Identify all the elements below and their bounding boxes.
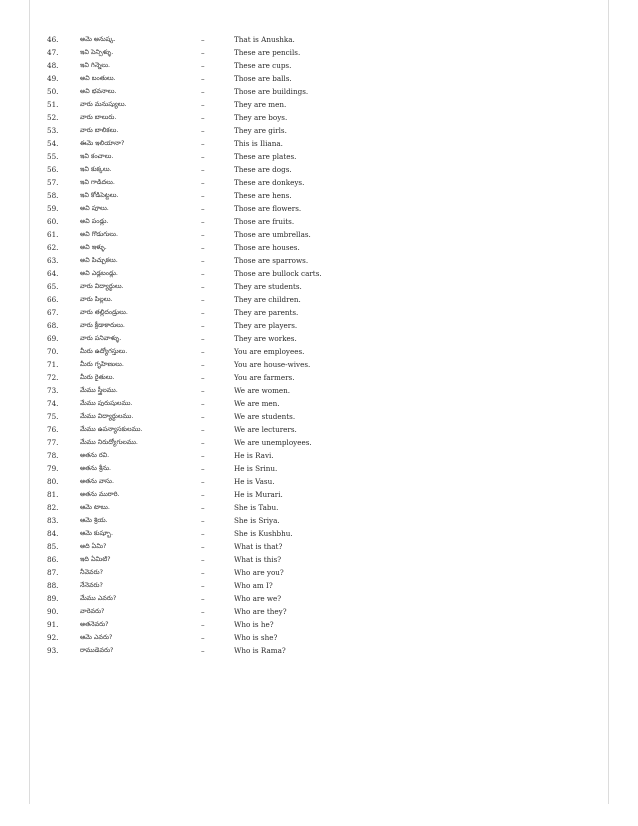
row-number: 69. [47,334,59,343]
row-number: 54. [47,139,59,148]
english-translation: Those are flowers. [234,204,302,213]
english-translation: They are students. [234,282,302,291]
separator-dash: – [201,230,205,239]
telugu-sentence: అమె అనుష్క. [80,35,116,43]
separator-dash: – [201,282,205,291]
english-translation: They are parents. [234,308,299,317]
separator-dash: – [201,295,205,304]
phrase-row [0,527,638,540]
row-number: 62. [47,243,59,252]
phrase-row [0,241,638,254]
row-number: 74. [47,399,59,408]
phrase-row [0,397,638,410]
telugu-sentence: ఆమె కుష్బూ. [80,529,114,537]
telugu-sentence: అవి పూలు. [80,204,109,212]
telugu-sentence: అవి బంతులు. [80,74,116,82]
english-translation: Who am I? [234,581,273,590]
phrase-row [0,514,638,527]
row-number: 67. [47,308,59,317]
telugu-sentence: అవి గొడుగులు. [80,230,119,238]
english-translation: You are employees. [234,347,305,356]
english-translation: These are pencils. [234,48,301,57]
phrase-row [0,436,638,449]
row-number: 68. [47,321,59,330]
separator-dash: – [201,607,205,616]
english-translation: We are women. [234,386,291,395]
separator-dash: – [201,61,205,70]
row-number: 51. [47,100,59,109]
row-number: 57. [47,178,59,187]
row-number: 77. [47,438,59,447]
row-number: 88. [47,581,59,590]
phrase-list [0,33,638,657]
separator-dash: – [201,191,205,200]
telugu-sentence: అవి ఎడ్లబండ్లు. [80,269,118,277]
phrase-row [0,150,638,163]
phrase-row [0,280,638,293]
telugu-sentence: వారు క్రీడాకారులు. [80,321,125,329]
separator-dash: – [201,620,205,629]
separator-dash: – [201,87,205,96]
phrase-row [0,202,638,215]
english-translation: Those are houses. [234,243,300,252]
telugu-sentence: ఈమె ఇలియానా? [80,139,125,147]
english-translation: What is this? [234,555,282,564]
separator-dash: – [201,412,205,421]
english-translation: Those are umbrellas. [234,230,311,239]
english-translation: We are lecturers. [234,425,297,434]
phrase-row [0,501,638,514]
telugu-sentence: వారు బాలురు. [80,113,117,121]
english-translation: He is Vasu. [234,477,275,486]
separator-dash: – [201,113,205,122]
phrase-row [0,566,638,579]
english-translation: Who is Rama? [234,646,286,655]
english-translation: She is Kushbhu. [234,529,293,538]
english-translation: You are farmers. [234,373,295,382]
separator-dash: – [201,399,205,408]
telugu-sentence: అతను రవి. [80,451,110,459]
row-number: 90. [47,607,59,616]
english-translation: They are workes. [234,334,297,343]
row-number: 85. [47,542,59,551]
telugu-sentence: ఇవి గిన్నెలు. [80,61,111,69]
separator-dash: – [201,347,205,356]
telugu-sentence: అవి భవనాలు. [80,87,117,95]
separator-dash: – [201,568,205,577]
separator-dash: – [201,243,205,252]
telugu-sentence: మీరు గృహిణులు. [80,360,124,368]
separator-dash: – [201,360,205,369]
telugu-sentence: ఆమె శ్రియ. [80,516,108,524]
telugu-sentence: వారు పనివాళ్ళు. [80,334,122,342]
telugu-sentence: మేము నిరుద్యోగులము. [80,438,138,446]
separator-dash: – [201,204,205,213]
phrase-row [0,332,638,345]
english-translation: They are children. [234,295,301,304]
phrase-row [0,449,638,462]
english-translation: He is Srinu. [234,464,278,473]
separator-dash: – [201,139,205,148]
phrase-row [0,85,638,98]
row-number: 49. [47,74,59,83]
telugu-sentence: అవి పండ్లు. [80,217,109,225]
phrase-row [0,384,638,397]
telugu-sentence: మేము స్త్రీలము. [80,386,118,394]
row-number: 58. [47,191,59,200]
row-number: 55. [47,152,59,161]
phrase-row [0,228,638,241]
phrase-row [0,579,638,592]
separator-dash: – [201,477,205,486]
telugu-sentence: మేము ఉపన్యాసకులము. [80,425,143,433]
phrase-row [0,410,638,423]
separator-dash: – [201,165,205,174]
row-number: 53. [47,126,59,135]
separator-dash: – [201,425,205,434]
phrase-row [0,592,638,605]
separator-dash: – [201,178,205,187]
phrase-row [0,618,638,631]
telugu-sentence: అవి ఇళ్ళు. [80,243,107,251]
english-translation: This is Iliana. [234,139,283,148]
english-translation: Who are you? [234,568,284,577]
phrase-row [0,267,638,280]
row-number: 47. [47,48,59,57]
separator-dash: – [201,555,205,564]
phrase-row [0,644,638,657]
separator-dash: – [201,464,205,473]
telugu-sentence: ఇవి పెన్సిళ్ళు. [80,48,114,56]
separator-dash: – [201,100,205,109]
row-number: 89. [47,594,59,603]
row-number: 56. [47,165,59,174]
telugu-sentence: వారు బాలికలు. [80,126,119,134]
english-translation: We are students. [234,412,296,421]
phrase-row [0,293,638,306]
phrase-row [0,553,638,566]
separator-dash: – [201,386,205,395]
telugu-sentence: ఆమె ఎవరు? [80,633,113,641]
english-translation: They are men. [234,100,287,109]
separator-dash: – [201,256,205,265]
english-translation: They are girls. [234,126,287,135]
row-number: 50. [47,87,59,96]
english-translation: These are cups. [234,61,292,70]
phrase-row [0,319,638,332]
row-number: 64. [47,269,59,278]
phrase-row [0,111,638,124]
row-number: 92. [47,633,59,642]
phrase-row [0,137,638,150]
phrase-row [0,59,638,72]
phrase-row [0,215,638,228]
phrase-row [0,254,638,267]
separator-dash: – [201,542,205,551]
english-translation: Those are balls. [234,74,292,83]
phrase-row [0,98,638,111]
telugu-sentence: అతను వాసు. [80,477,115,485]
separator-dash: – [201,321,205,330]
english-translation: These are plates. [234,152,297,161]
english-translation: These are donkeys. [234,178,305,187]
english-translation: Who are they? [234,607,287,616]
separator-dash: – [201,529,205,538]
row-number: 63. [47,256,59,265]
phrase-row [0,33,638,46]
english-translation: Who are we? [234,594,282,603]
separator-dash: – [201,126,205,135]
row-number: 86. [47,555,59,564]
telugu-sentence: వారు విద్యార్థులు. [80,282,124,290]
separator-dash: – [201,269,205,278]
row-number: 82. [47,503,59,512]
separator-dash: – [201,74,205,83]
phrase-row [0,72,638,85]
telugu-sentence: మేము ఎవరు? [80,594,117,602]
separator-dash: – [201,152,205,161]
english-translation: Who is she? [234,633,278,642]
telugu-sentence: వారు మనుష్యులు. [80,100,127,108]
row-number: 79. [47,464,59,473]
row-number: 48. [47,61,59,70]
telugu-sentence: ఆమె టాబు. [80,503,110,511]
telugu-sentence: మేము పురుషులము. [80,399,133,407]
telugu-sentence: ఇవి గాడిదలు. [80,178,115,186]
row-number: 61. [47,230,59,239]
english-translation: Those are bullock carts. [234,269,322,278]
row-number: 83. [47,516,59,525]
row-number: 72. [47,373,59,382]
row-number: 75. [47,412,59,421]
row-number: 52. [47,113,59,122]
telugu-sentence: వారెవరు? [80,607,105,615]
row-number: 65. [47,282,59,291]
english-translation: We are men. [234,399,280,408]
row-number: 78. [47,451,59,460]
separator-dash: – [201,516,205,525]
telugu-sentence: ఇవి కంచాలు. [80,152,114,160]
row-number: 59. [47,204,59,213]
english-translation: Those are sparrows. [234,256,309,265]
english-translation: He is Ravi. [234,451,274,460]
separator-dash: – [201,438,205,447]
phrase-row [0,189,638,202]
phrase-row [0,488,638,501]
row-number: 73. [47,386,59,395]
separator-dash: – [201,581,205,590]
telugu-sentence: వారు పిల్లలు. [80,295,113,303]
row-number: 91. [47,620,59,629]
separator-dash: – [201,48,205,57]
telugu-sentence: అవి పిచ్చుకలు. [80,256,118,264]
separator-dash: – [201,633,205,642]
phrase-row [0,540,638,553]
row-number: 87. [47,568,59,577]
separator-dash: – [201,35,205,44]
row-number: 46. [47,35,59,44]
telugu-sentence: రాముడెవరు? [80,646,114,654]
english-translation: She is Tabu. [234,503,279,512]
telugu-sentence: నేనెవరు? [80,581,103,589]
row-number: 66. [47,295,59,304]
phrase-row [0,423,638,436]
separator-dash: – [201,490,205,499]
telugu-sentence: మీరు ఉద్యోగస్తులు. [80,347,128,355]
telugu-sentence: వారు తల్లిదండ్రులు. [80,308,128,316]
english-translation: That is Anushka. [234,35,295,44]
separator-dash: – [201,594,205,603]
phrase-row [0,124,638,137]
phrase-row [0,631,638,644]
phrase-row [0,306,638,319]
phrase-row [0,46,638,59]
row-number: 76. [47,425,59,434]
separator-dash: – [201,334,205,343]
phrase-row [0,345,638,358]
row-number: 71. [47,360,59,369]
english-translation: These are dogs. [234,165,292,174]
english-translation: She is Sriya. [234,516,280,525]
english-translation: They are players. [234,321,298,330]
telugu-sentence: నీవెవరు? [80,568,103,576]
telugu-sentence: అతనెవరు? [80,620,109,628]
telugu-sentence: అతను శ్రీను. [80,464,112,472]
row-number: 80. [47,477,59,486]
row-number: 70. [47,347,59,356]
english-translation: Those are buildings. [234,87,309,96]
english-translation: Who is he? [234,620,274,629]
separator-dash: – [201,503,205,512]
phrase-row [0,371,638,384]
telugu-sentence: మీరు రైతులు. [80,373,115,381]
phrase-row [0,163,638,176]
separator-dash: – [201,373,205,382]
row-number: 81. [47,490,59,499]
telugu-sentence: ఇది ఏమిటి? [80,555,111,563]
english-translation: Those are fruits. [234,217,295,226]
telugu-sentence: ఇవి కోడిపెట్టలు. [80,191,119,199]
separator-dash: – [201,451,205,460]
english-translation: These are hens. [234,191,292,200]
english-translation: You are house-wives. [234,360,311,369]
separator-dash: – [201,217,205,226]
telugu-sentence: మేము విద్యార్థులము. [80,412,134,420]
english-translation: What is that? [234,542,283,551]
telugu-sentence: ఇవి కుక్కలు. [80,165,112,173]
separator-dash: – [201,646,205,655]
telugu-sentence: అది ఏమి? [80,542,107,550]
separator-dash: – [201,308,205,317]
row-number: 60. [47,217,59,226]
telugu-sentence: అతను మురారి. [80,490,120,498]
phrase-row [0,176,638,189]
phrase-row [0,358,638,371]
phrase-row [0,475,638,488]
english-translation: We are unemployees. [234,438,312,447]
row-number: 84. [47,529,59,538]
phrase-row [0,462,638,475]
phrase-row [0,605,638,618]
row-number: 93. [47,646,59,655]
english-translation: He is Murari. [234,490,283,499]
english-translation: They are boys. [234,113,288,122]
